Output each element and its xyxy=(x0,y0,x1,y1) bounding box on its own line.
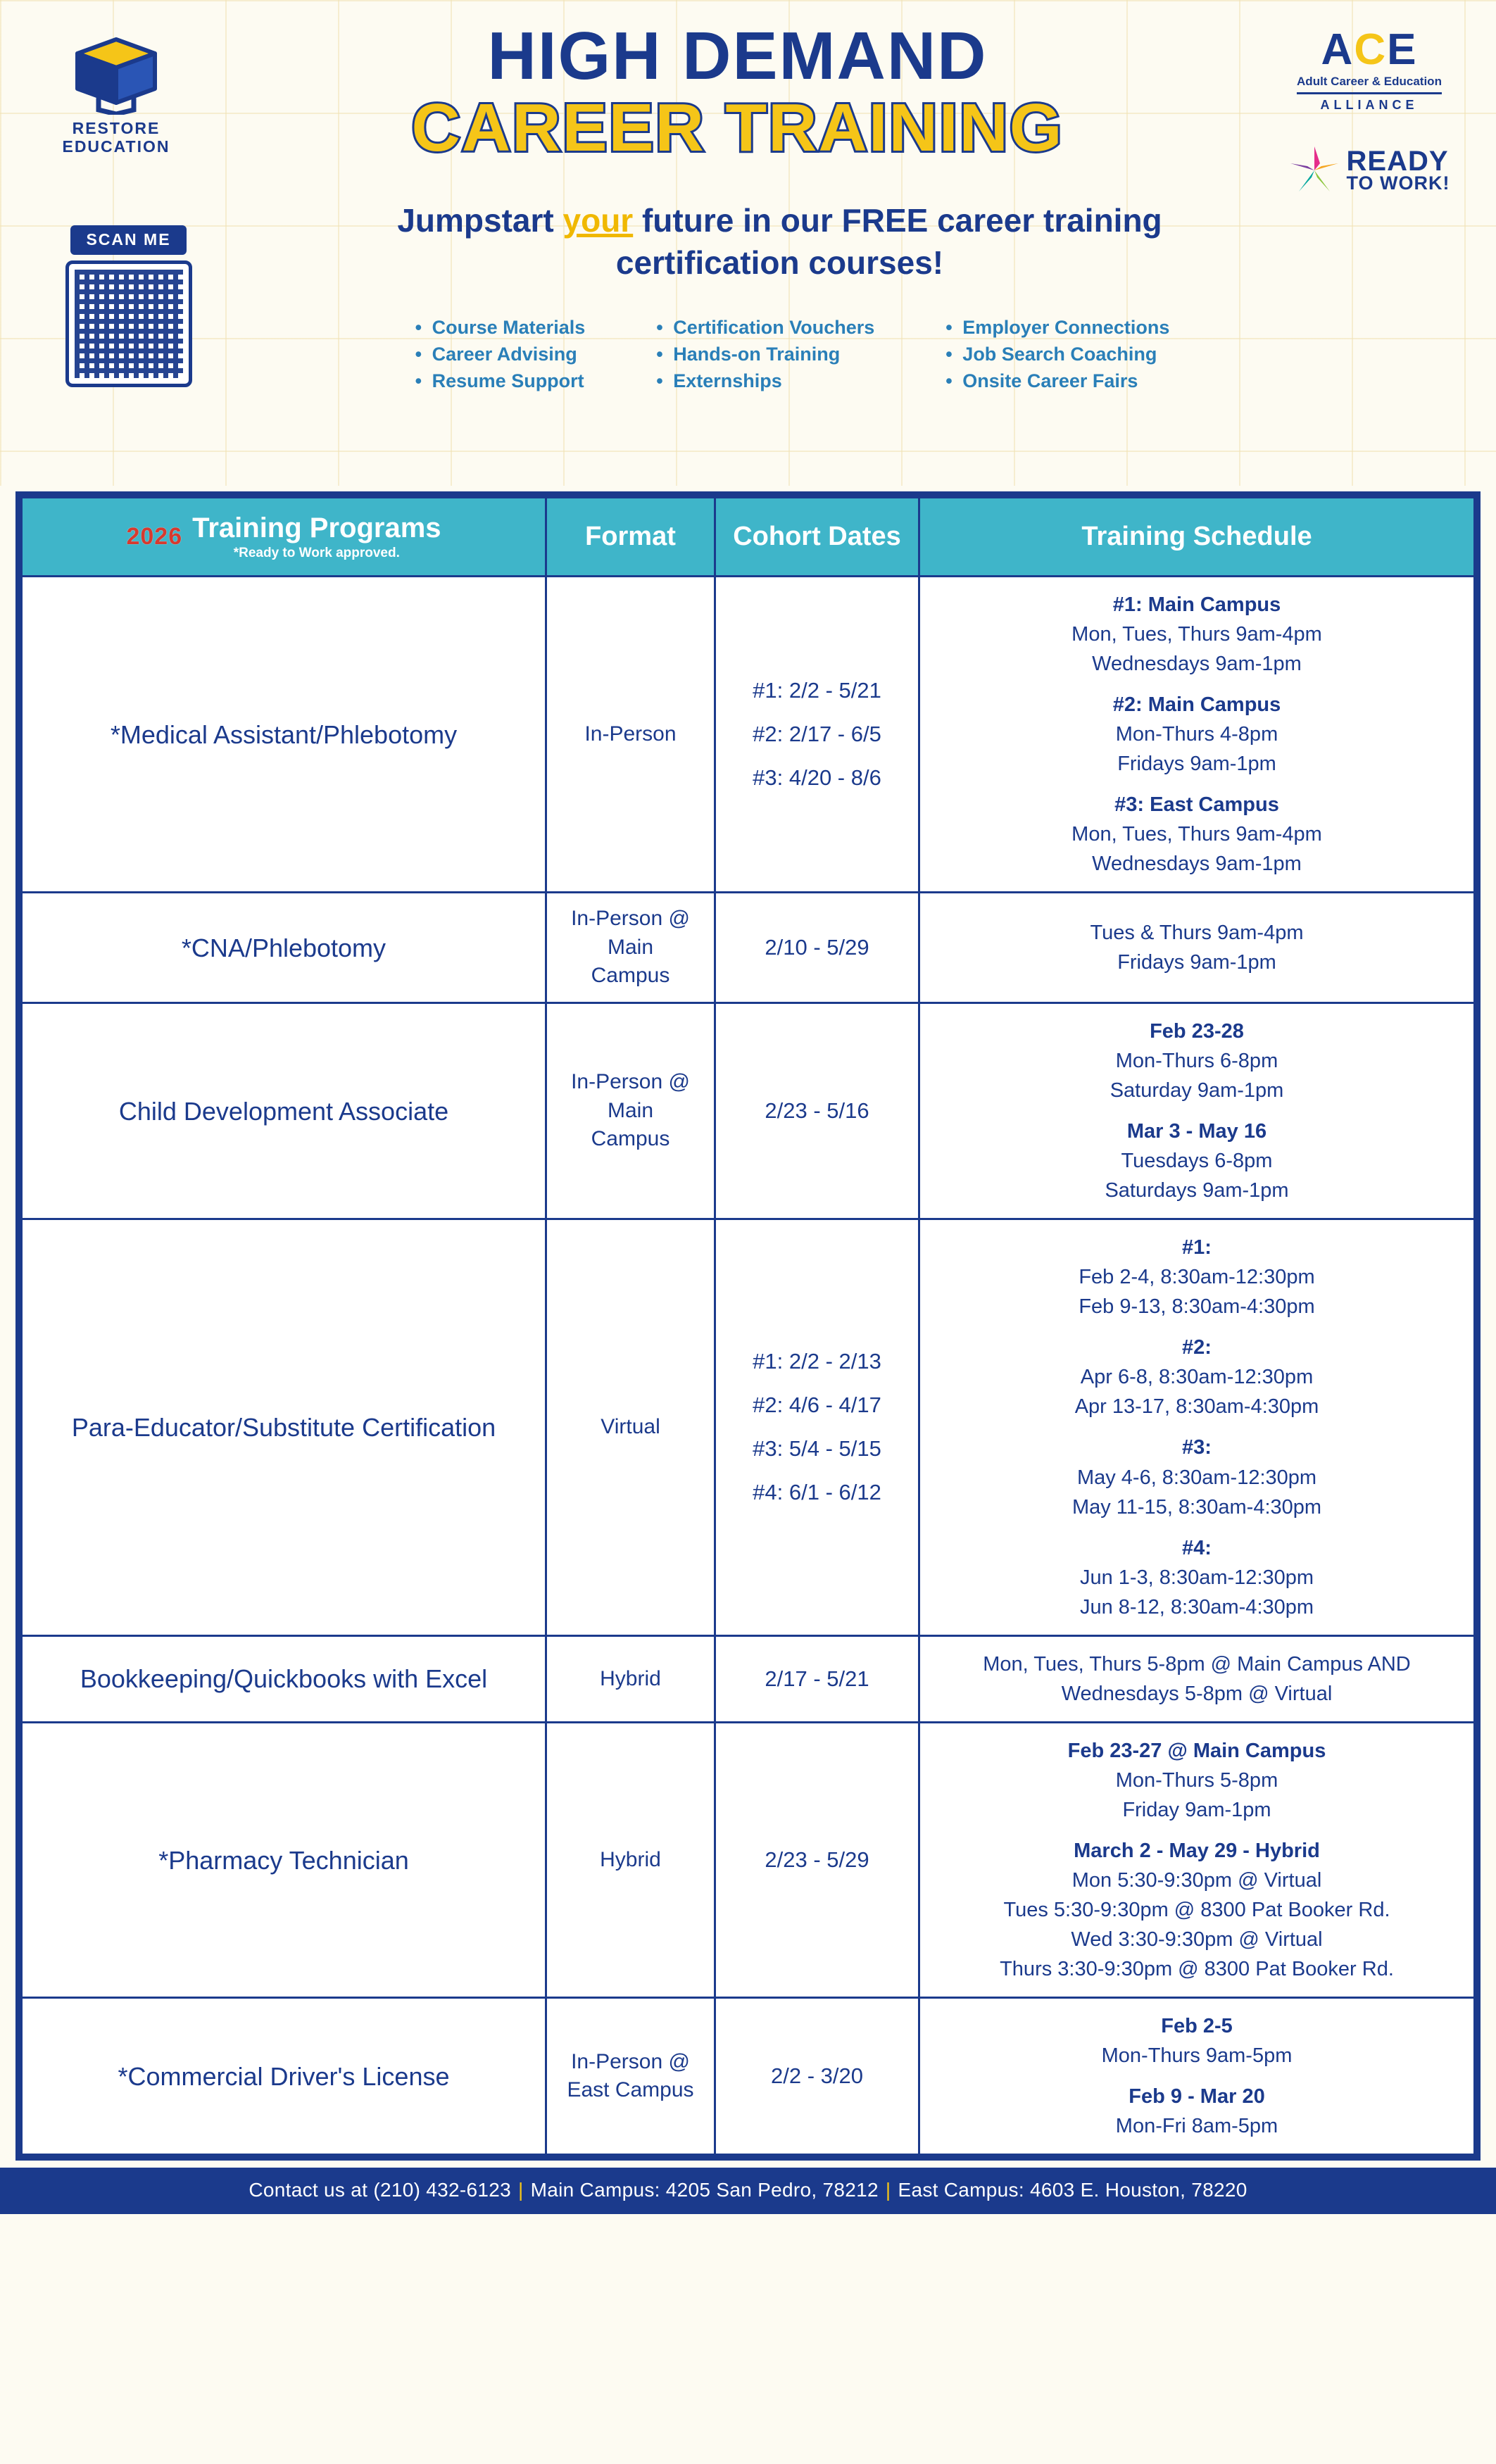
subtitle-underlined: your xyxy=(562,202,634,239)
schedule-group-heading: Mar 3 - May 16 xyxy=(1126,1120,1267,1143)
benefit-item: • Course Materials xyxy=(411,314,586,341)
schedule-group xyxy=(930,1649,1464,1709)
schedule-line: Friday 9am-1pm xyxy=(1122,1798,1271,1821)
year-badge: 2026 xyxy=(126,523,183,550)
format-cell: Virtual xyxy=(546,1219,715,1636)
table-row xyxy=(22,1002,1475,1219)
subtitle-post: future in our FREE career training certification courses! xyxy=(615,202,1162,281)
schedule-line: Mon-Thurs 6-8pm xyxy=(1115,1049,1278,1072)
ace-alliance-logo xyxy=(1297,25,1442,113)
schedule-group xyxy=(930,1117,1464,1205)
qr-code-block[interactable] xyxy=(53,225,204,387)
cohort-dates-cell xyxy=(715,893,919,1003)
cohort-dates-cell xyxy=(715,1722,919,1997)
table-header xyxy=(22,498,1475,577)
cohort-date: 2/10 - 5/29 xyxy=(765,935,869,960)
schedule-group-heading: #2: Main Campus xyxy=(1112,693,1281,717)
subtitle-pre: Jumpstart xyxy=(397,202,563,239)
book-icon xyxy=(63,34,169,115)
benefits-column-2 xyxy=(652,314,874,395)
benefits-list xyxy=(21,314,1475,395)
format-cell: In-Person @ East Campus xyxy=(546,1998,715,2155)
cohort-date: #1: 2/2 - 5/21 xyxy=(753,678,881,703)
benefit-item: • Resume Support xyxy=(411,367,586,394)
cohort-date: 2/17 - 5/21 xyxy=(765,1666,869,1691)
format-cell: Hybrid xyxy=(546,1722,715,1997)
cohort-date: 2/2 - 3/20 xyxy=(771,2063,863,2089)
rtw-line1: READY xyxy=(1346,146,1449,177)
table-row xyxy=(22,577,1475,893)
schedule-line: Mon-Thurs 9am-5pm xyxy=(1101,2044,1293,2068)
schedule-group xyxy=(930,2011,1464,2070)
training-schedule-cell xyxy=(919,577,1475,893)
cohort-date: #2: 4/6 - 4/17 xyxy=(753,1393,881,1418)
format-cell: Hybrid xyxy=(546,1635,715,1722)
schedule-group xyxy=(930,2082,1464,2141)
schedule-group xyxy=(930,1736,1464,1825)
cohort-dates-cell xyxy=(715,1635,919,1722)
rtw-line2: TO WORK! xyxy=(1346,172,1450,194)
page-title-line2: CAREER TRAINING xyxy=(411,90,1064,165)
training-schedule-cell xyxy=(919,1219,1475,1636)
qr-code-icon[interactable] xyxy=(65,260,192,387)
cohort-date: #4: 6/1 - 6/12 xyxy=(753,1480,881,1505)
column-header-cohort-dates: Cohort Dates xyxy=(715,498,919,577)
schedule-line: Mon, Tues, Thurs 5-8pm @ Main Campus AND xyxy=(983,1652,1411,1676)
schedule-group-heading: #3: xyxy=(1182,1436,1212,1459)
column-header-format: Format xyxy=(546,498,715,577)
schedule-line: Jun 8-12, 8:30am-4:30pm xyxy=(1079,1595,1314,1618)
table-row xyxy=(22,893,1475,1003)
table-row xyxy=(22,1635,1475,1722)
benefit-item: • Certification Vouchers xyxy=(652,314,874,341)
table-header-row xyxy=(22,498,1475,577)
cohort-dates-cell xyxy=(715,577,919,893)
training-programs-table-wrapper xyxy=(15,491,1481,2161)
schedule-line: Mon 5:30-9:30pm @ Virtual xyxy=(1071,1869,1322,1892)
schedule-line: Mon, Tues, Thurs 9am-4pm xyxy=(1071,623,1322,646)
training-schedule-cell xyxy=(919,1002,1475,1219)
schedule-line: Feb 9-13, 8:30am-4:30pm xyxy=(1079,1295,1315,1319)
cohort-date: #1: 2/2 - 2/13 xyxy=(753,1349,881,1374)
qr-code-pattern xyxy=(75,270,183,378)
star-icon xyxy=(1289,145,1340,196)
subtitle xyxy=(249,200,1248,284)
benefit-item: • Career Advising xyxy=(411,341,586,367)
schedule-line: May 4-6, 8:30am-12:30pm xyxy=(1076,1466,1317,1489)
schedule-group xyxy=(930,1433,1464,1521)
partner-logos xyxy=(1264,15,1475,196)
schedule-line: Fridays 9am-1pm xyxy=(1117,951,1276,974)
schedule-group-heading: #2: xyxy=(1182,1336,1212,1359)
program-name-cell: Bookkeeping/Quickbooks with Excel xyxy=(22,1635,546,1722)
schedule-line: Feb 2-4, 8:30am-12:30pm xyxy=(1079,1266,1315,1289)
schedule-line: Jun 1-3, 8:30am-12:30pm xyxy=(1079,1566,1314,1589)
schedule-group-heading: Feb 23-28 xyxy=(1150,1019,1244,1043)
column-header-training-schedule: Training Schedule xyxy=(919,498,1475,577)
schedule-group xyxy=(930,790,1464,879)
training-schedule-cell xyxy=(919,1722,1475,1997)
schedule-line: Apr 13-17, 8:30am-4:30pm xyxy=(1074,1395,1319,1419)
table-body xyxy=(22,577,1475,2155)
table-row xyxy=(22,1722,1475,1997)
footer-contact-bar xyxy=(0,2168,1496,2214)
schedule-group-heading: March 2 - May 29 - Hybrid xyxy=(1074,1840,1320,1862)
schedule-group-heading: #1: Main Campus xyxy=(1112,593,1281,616)
header xyxy=(0,0,1496,486)
benefit-item: • Hands-on Training xyxy=(652,341,874,367)
column-header-programs xyxy=(22,498,546,577)
footer-east-campus: East Campus: 4603 E. Houston, 78220 xyxy=(898,2179,1247,2201)
cohort-date: 2/23 - 5/29 xyxy=(765,1847,869,1873)
ace-alliance-label: ALLIANCE xyxy=(1320,98,1419,112)
schedule-group xyxy=(930,690,1464,779)
schedule-line: Mon-Fri 8am-5pm xyxy=(1115,2115,1278,2138)
ace-letters: ACE xyxy=(1321,25,1418,74)
schedule-group xyxy=(930,1233,1464,1321)
cohort-dates-cell xyxy=(715,1002,919,1219)
program-name-cell: *Pharmacy Technician xyxy=(22,1722,546,1997)
footer-separator-1: | xyxy=(518,2179,524,2201)
ready-to-work-text xyxy=(1347,148,1450,193)
schedule-line: Wed 3:30-9:30pm @ Virtual xyxy=(1071,1928,1323,1951)
schedule-line: Thurs 3:30-9:30pm @ 8300 Pat Booker Rd. xyxy=(1000,1958,1394,1981)
schedule-line: Wednesdays 9am-1pm xyxy=(1092,853,1302,876)
benefit-item: • Job Search Coaching xyxy=(941,341,1169,367)
ready-to-work-note: *Ready to Work approved. xyxy=(233,546,400,560)
format-cell: In-Person @ Main Campus xyxy=(546,1002,715,1219)
cohort-date: #2: 2/17 - 6/5 xyxy=(753,722,881,747)
ready-to-work-logo xyxy=(1289,145,1450,196)
restore-education-logo xyxy=(21,15,211,156)
training-schedule-cell xyxy=(919,1998,1475,2155)
schedule-line: Mon, Tues, Thurs 9am-4pm xyxy=(1071,823,1322,846)
schedule-line: Apr 6-8, 8:30am-12:30pm xyxy=(1080,1366,1314,1389)
program-name-cell: *Medical Assistant/Phlebotomy xyxy=(22,577,546,893)
schedule-group xyxy=(930,1533,1464,1622)
cohort-dates-cell xyxy=(715,1998,919,2155)
table-row xyxy=(22,1219,1475,1636)
benefit-item: • Externships xyxy=(652,367,874,394)
schedule-group-heading: #1: xyxy=(1182,1236,1212,1259)
footer-separator-2: | xyxy=(885,2179,891,2201)
title-block xyxy=(211,15,1264,164)
scan-me-label: SCAN ME xyxy=(70,225,187,255)
schedule-line: Mon-Thurs 5-8pm xyxy=(1115,1768,1278,1792)
footer-main-campus: Main Campus: 4205 San Pedro, 78212 xyxy=(530,2179,879,2201)
footer-phone: Contact us at (210) 432-6123 xyxy=(249,2179,512,2201)
schedule-line: Wednesdays 9am-1pm xyxy=(1092,653,1302,676)
schedule-line: Wednesdays 5-8pm @ Virtual xyxy=(1061,1682,1333,1705)
schedule-line: Tuesdays 6-8pm xyxy=(1121,1150,1273,1173)
schedule-group-heading: #4: xyxy=(1182,1536,1212,1559)
schedule-group-heading: Feb 2-5 xyxy=(1161,2015,1233,2038)
schedule-group-heading: Feb 23-27 @ Main Campus xyxy=(1067,1739,1326,1762)
cohort-date: #3: 5/4 - 5/15 xyxy=(753,1436,881,1462)
schedule-group xyxy=(930,1017,1464,1105)
cohort-date: #3: 4/20 - 8/6 xyxy=(753,765,881,791)
ace-divider xyxy=(1297,92,1442,94)
schedule-line: May 11-15, 8:30am-4:30pm xyxy=(1071,1495,1322,1519)
header-top-row xyxy=(21,15,1475,196)
schedule-group xyxy=(930,590,1464,679)
page-title-line1: HIGH DEMAND xyxy=(487,18,988,94)
cohort-dates-cell xyxy=(715,1219,919,1636)
schedule-group xyxy=(930,1333,1464,1421)
schedule-group xyxy=(930,1836,1464,1984)
schedule-group-heading: #3: East Campus xyxy=(1114,793,1279,817)
schedule-group-heading: Feb 9 - Mar 20 xyxy=(1129,2085,1265,2108)
benefits-column-1 xyxy=(411,314,586,395)
format-cell: In-Person xyxy=(546,577,715,893)
benefits-column-3 xyxy=(941,314,1169,395)
ace-subtitle: Adult Career & Education xyxy=(1297,75,1442,88)
schedule-line: Saturday 9am-1pm xyxy=(1110,1079,1284,1102)
benefit-item: • Employer Connections xyxy=(941,314,1169,341)
schedule-line: Saturdays 9am-1pm xyxy=(1105,1179,1289,1202)
cohort-date: 2/23 - 5/16 xyxy=(765,1098,869,1124)
training-programs-table xyxy=(20,496,1476,2156)
training-schedule-cell xyxy=(919,1635,1475,1722)
schedule-line: Tues 5:30-9:30pm @ 8300 Pat Booker Rd. xyxy=(1003,1899,1390,1922)
schedule-line: Fridays 9am-1pm xyxy=(1117,753,1276,776)
column-header-programs-label: Training Programs xyxy=(192,513,441,543)
program-name-cell: *Commercial Driver's License xyxy=(22,1998,546,2155)
table-row xyxy=(22,1998,1475,2155)
schedule-line: Mon-Thurs 4-8pm xyxy=(1115,723,1278,746)
format-cell: In-Person @ Main Campus xyxy=(546,893,715,1003)
restore-education-label: RESTORE EDUCATION xyxy=(62,119,170,156)
schedule-group xyxy=(930,918,1464,977)
program-name-cell: Para-Educator/Substitute Certification xyxy=(22,1219,546,1636)
program-name-cell: *CNA/Phlebotomy xyxy=(22,893,546,1003)
schedule-line: Tues & Thurs 9am-4pm xyxy=(1090,922,1304,945)
training-schedule-cell xyxy=(919,893,1475,1003)
program-name-cell: Child Development Associate xyxy=(22,1002,546,1219)
benefit-item: • Onsite Career Fairs xyxy=(941,367,1169,394)
